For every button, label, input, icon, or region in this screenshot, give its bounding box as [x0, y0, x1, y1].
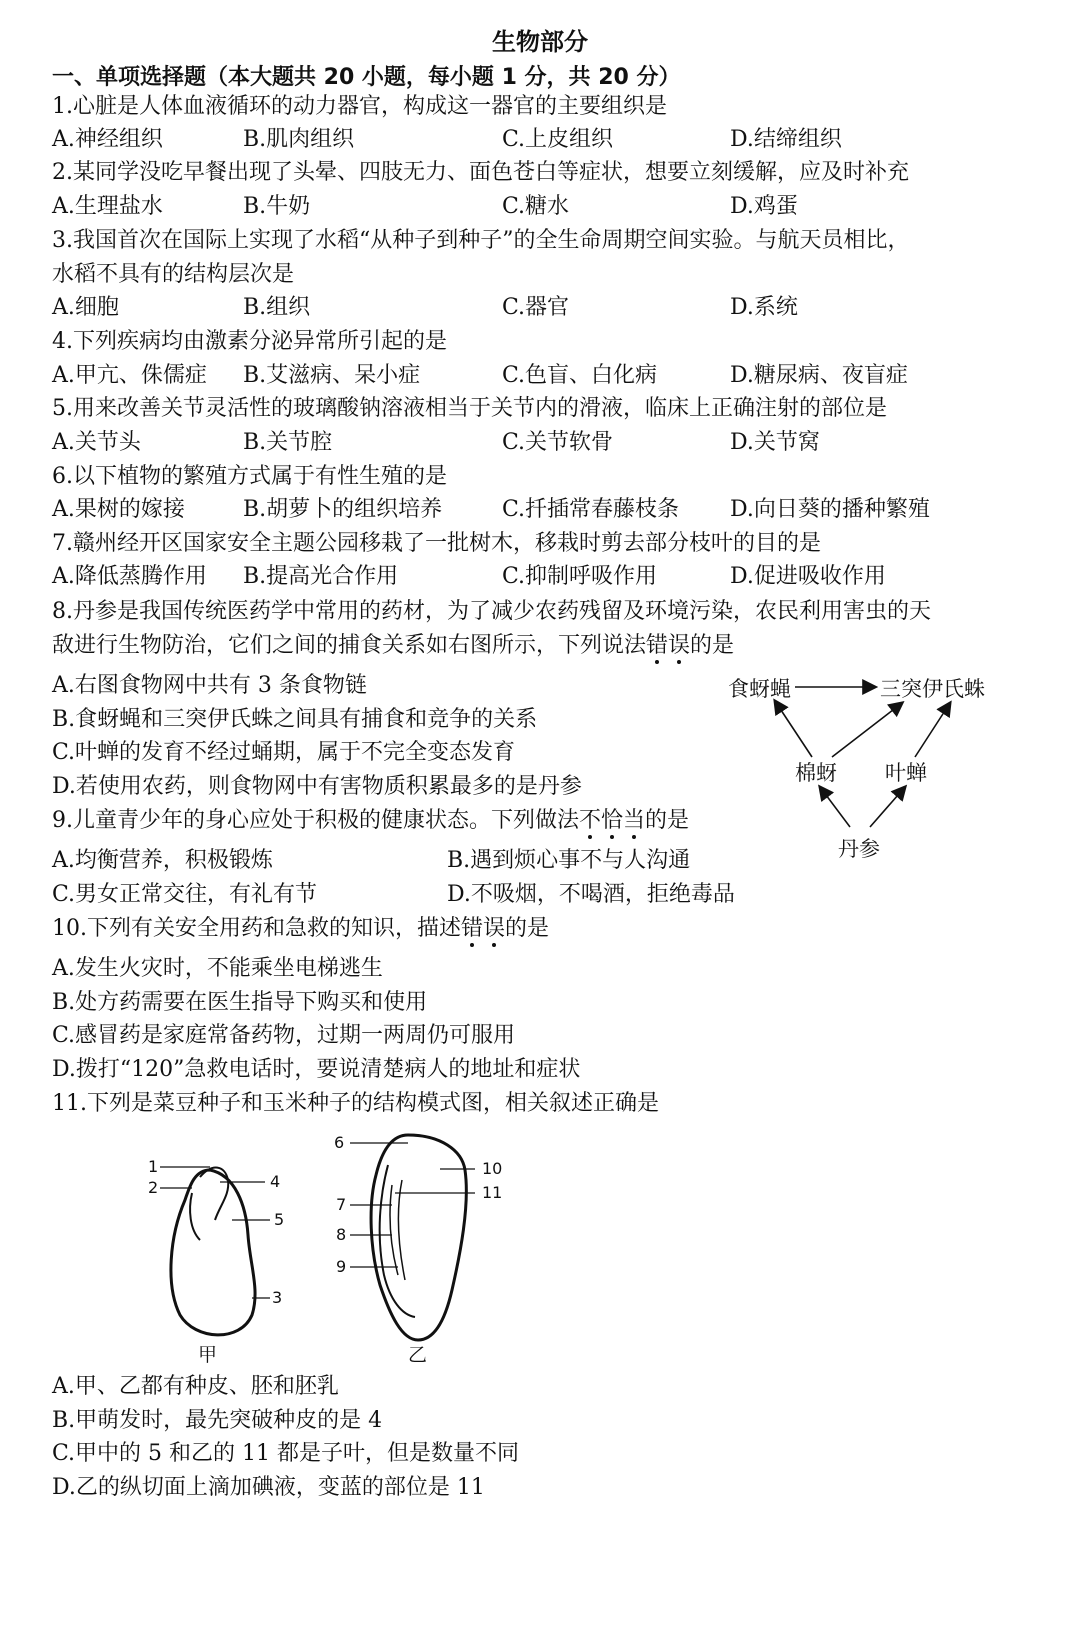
question-3-stem-line1: 3.我国首次在国际上实现了水稻“从种子到种子”的全生命周期空间实验。与航天员相比， [52, 228, 910, 253]
q9-stem-text: 9.儿童青少年的身心应处于积极的健康状态。下列做法 [52, 808, 579, 833]
label-1: 1 [148, 1157, 159, 1176]
q3-option-b[interactable]: B.组织 [243, 295, 311, 320]
node-salvia: 丹参 [838, 837, 880, 861]
q6-option-d[interactable]: D.向日葵的播种繁殖 [730, 497, 930, 522]
label-2: 2 [148, 1178, 159, 1197]
question-9-stem [52, 806, 689, 836]
q9-option-c[interactable]: C.男女正常交往，有礼有节 [52, 882, 318, 907]
q3-option-c[interactable]: C.器官 [502, 295, 570, 320]
label-8: 8 [336, 1225, 347, 1244]
arrow-aphid-to-spider [832, 703, 902, 757]
label-10: 10 [482, 1159, 503, 1178]
q4-option-c[interactable]: C.色盲、白化病 [502, 363, 658, 388]
question-8-stem-line2 [52, 631, 734, 661]
question-1-stem: 1.心脏是人体血液循环的动力器官，构成这一器官的主要组织是 [52, 94, 667, 119]
arrow-salvia-to-aphid [820, 787, 850, 827]
q8-stem-end: 的是 [690, 633, 735, 658]
q2-option-b[interactable]: B.牛奶 [243, 194, 311, 219]
page-title: 生物部分 [492, 28, 588, 56]
corn-embryo-inner [398, 1180, 405, 1280]
q7-option-c[interactable]: C.抑制呼吸作用 [502, 564, 658, 589]
q6-option-a[interactable]: A.果树的嫁接 [52, 497, 185, 522]
arrow-salvia-to-leafhopper [870, 787, 905, 827]
label-6: 6 [334, 1133, 345, 1152]
node-spider: 三突伊氏蛛 [880, 677, 985, 701]
section-heading: 一、单项选择题（本大题共 20 小题，每小题 1 分，共 20 分） [52, 65, 681, 90]
q1-option-a[interactable]: A.神经组织 [52, 127, 163, 152]
q3-option-a[interactable]: A.细胞 [52, 295, 119, 320]
corn-embryo [390, 1185, 398, 1275]
q10-stem-text: 10.下列有关安全用药和急救的知识，描述 [52, 916, 461, 941]
q5-option-a[interactable]: A.关节头 [52, 430, 141, 455]
seed-drawings [140, 1125, 520, 1365]
label-yi: 乙 [408, 1344, 428, 1366]
q5-option-c[interactable]: C.关节软骨 [502, 430, 614, 455]
label-3: 3 [272, 1288, 283, 1307]
q6-option-b[interactable]: B.胡萝卜的组织培养 [243, 497, 443, 522]
q1-option-b[interactable]: B.肌肉组织 [243, 127, 355, 152]
bean-radicle [190, 1193, 200, 1240]
emphasis-char: 错 [646, 633, 669, 658]
emphasis-char: 误 [483, 916, 506, 941]
question-6-stem: 6.以下植物的繁殖方式属于有性生殖的是 [52, 464, 447, 489]
q1-option-d[interactable]: D.结缔组织 [730, 127, 842, 152]
q11-option-c[interactable]: C.甲中的 5 和乙的 11 都是子叶，但是数量不同 [52, 1441, 520, 1466]
q8-option-c[interactable]: C.叶蝉的发育不经过蛹期，属于不完全变态发育 [52, 740, 516, 765]
label-4: 4 [270, 1172, 281, 1191]
emphasis-char: 误 [668, 633, 691, 658]
question-10-stem [52, 914, 549, 944]
label-jia: 甲 [198, 1344, 218, 1366]
question-2-stem: 2.某同学没吃早餐出现了头晕、四肢无力、面色苍白等症状，想要立刻缓解，应及时补充 [52, 160, 909, 185]
q4-option-b[interactable]: B.艾滋病、呆小症 [243, 363, 421, 388]
q4-option-d[interactable]: D.糖尿病、夜盲症 [730, 363, 908, 388]
q11-option-d[interactable]: D.乙的纵切面上滴加碘液，变蓝的部位是 11 [52, 1475, 485, 1500]
node-aphid: 棉蚜 [795, 761, 837, 785]
q6-option-c[interactable]: C.扦插常春藤枝条 [502, 497, 680, 522]
label-7: 7 [336, 1195, 347, 1214]
q8-stem-text: 敌进行生物防治，它们之间的捕食关系如右图所示，下列说法 [52, 633, 647, 658]
question-5-stem: 5.用来改善关节灵活性的玻璃酸钠溶液相当于关节内的滑液，临床上正确注射的部位是 [52, 396, 887, 421]
q8-option-a[interactable]: A.右图食物网中共有 3 条食物链 [52, 673, 367, 698]
question-7-stem: 7.赣州经开区国家安全主题公园移栽了一批树木，移栽时剪去部分枝叶的目的是 [52, 531, 821, 556]
q4-option-a[interactable]: A.甲亢、侏儒症 [52, 363, 207, 388]
corn-cotyledon-boundary [380, 1165, 415, 1317]
arrow-leafhopper-to-spider [915, 703, 950, 757]
q7-option-d[interactable]: D.促进吸收作用 [730, 564, 886, 589]
label-5: 5 [274, 1210, 285, 1229]
q3-option-d[interactable]: D.系统 [730, 295, 798, 320]
q2-option-a[interactable]: A.生理盐水 [52, 194, 163, 219]
question-8-stem-line1: 8.丹参是我国传统医药学中常用的药材，为了减少农药残留及环境污染，农民利用害虫的天 [52, 599, 931, 624]
q9-option-a[interactable]: A.均衡营养，积极锻炼 [52, 848, 273, 873]
q5-option-d[interactable]: D.关节窝 [730, 430, 820, 455]
node-hoverfly: 食蚜蝇 [728, 677, 791, 701]
q5-option-b[interactable]: B.关节腔 [243, 430, 333, 455]
emphasis-char: 不 [579, 808, 602, 833]
q11-option-b[interactable]: B.甲萌发时，最先突破种皮的是 4 [52, 1408, 383, 1433]
question-11-stem: 11.下列是菜豆种子和玉米种子的结构模式图，相关叙述正确是 [52, 1091, 659, 1116]
q7-option-a[interactable]: A.降低蒸腾作用 [52, 564, 207, 589]
question-4-stem: 4.下列疾病均由激素分泌异常所引起的是 [52, 329, 447, 354]
seed-structure-figure [140, 1125, 520, 1365]
q1-option-c[interactable]: C.上皮组织 [502, 127, 614, 152]
q9-option-d[interactable]: D.不吸烟，不喝酒，拒绝毒品 [447, 882, 735, 907]
arrow-aphid-to-hoverfly [775, 701, 812, 757]
label-11: 11 [482, 1183, 503, 1202]
q10-stem-end: 的是 [505, 916, 550, 941]
q8-option-d[interactable]: D.若使用农药，则食物网中有害物质积累最多的是丹参 [52, 774, 582, 799]
q9-option-b[interactable]: B.遇到烦心事不与人沟通 [447, 848, 691, 873]
food-web-diagram [720, 665, 1010, 865]
emphasis-char: 错 [461, 916, 484, 941]
q2-option-d[interactable]: D.鸡蛋 [730, 194, 798, 219]
q10-option-b[interactable]: B.处方药需要在医生指导下购买和使用 [52, 990, 428, 1015]
emphasis-char: 当 [623, 808, 646, 833]
q11-option-a[interactable]: A.甲、乙都有种皮、胚和胚乳 [52, 1374, 339, 1399]
label-9: 9 [336, 1257, 347, 1276]
bean-seed-outline [171, 1170, 255, 1335]
q9-stem-end: 的是 [645, 808, 690, 833]
node-leafhopper: 叶蝉 [885, 761, 927, 785]
q10-option-a[interactable]: A.发生火灾时，不能乘坐电梯逃生 [52, 956, 383, 981]
q10-option-d[interactable]: D.拨打“120”急救电话时，要说清楚病人的地址和症状 [52, 1057, 581, 1082]
question-3-stem-line2: 水稻不具有的结构层次是 [52, 262, 295, 287]
q8-option-b[interactable]: B.食蚜蝇和三突伊氏蛛之间具有捕食和竞争的关系 [52, 707, 538, 732]
q2-option-c[interactable]: C.糖水 [502, 194, 570, 219]
corn-seed-outline [371, 1135, 466, 1340]
q10-option-c[interactable]: C.感冒药是家庭常备药物，过期一两周仍可服用 [52, 1023, 516, 1048]
emphasis-char: 恰 [601, 808, 624, 833]
q7-option-b[interactable]: B.提高光合作用 [243, 564, 399, 589]
